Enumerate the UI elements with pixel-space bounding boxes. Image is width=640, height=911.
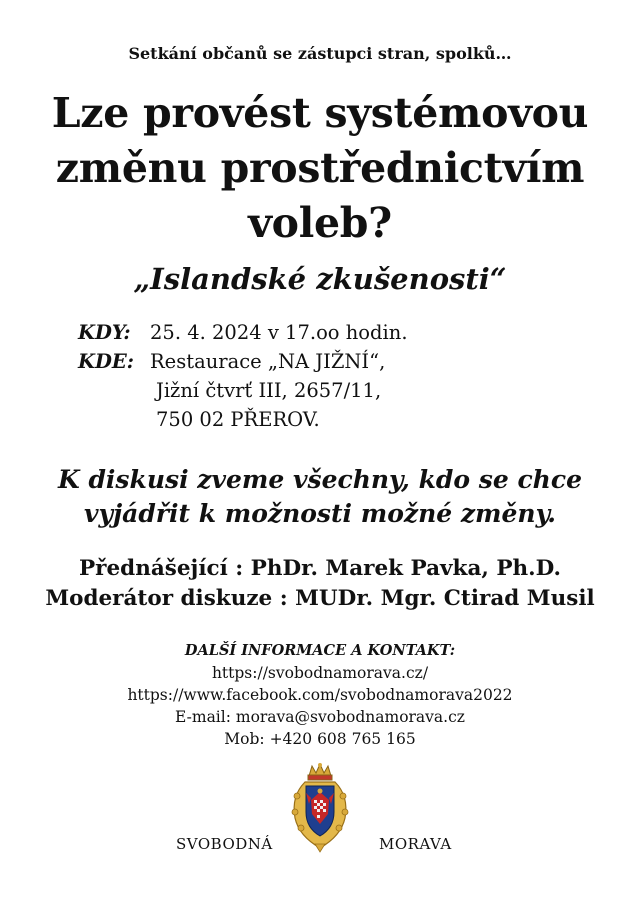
where-city: 750 02 PŘEROV. xyxy=(156,408,320,431)
invitation-line: K diskusi zveme všechny, kdo se chce xyxy=(58,465,582,494)
title-line: Lze provést systémovou xyxy=(51,89,589,137)
speakers xyxy=(0,554,640,614)
where-row xyxy=(78,347,408,376)
invitation xyxy=(0,463,640,531)
where-street: Jižní čtvrť III, 2657/11, xyxy=(156,379,382,402)
title-line: voleb? xyxy=(248,199,392,247)
email-link[interactable]: E-mail: morava@svobodnamorava.cz xyxy=(175,708,465,726)
invitation-line: vyjádřit k možnosti možné změny. xyxy=(84,499,556,528)
phone-number: Mob: +420 608 765 165 xyxy=(224,730,416,748)
when-label: KDY: xyxy=(78,321,131,344)
when-row xyxy=(78,318,408,347)
footer-right-word: MORAVA xyxy=(379,835,452,853)
contact-block xyxy=(0,640,640,750)
website-link[interactable]: https://svobodnamorava.cz/ xyxy=(211,664,429,682)
title-line: změnu prostřednictvím xyxy=(55,144,585,192)
lecturer-line: Přednášející : PhDr. Marek Pavka, Ph.D. xyxy=(78,556,561,581)
moravian-eagle-coat-of-arms-icon xyxy=(285,762,355,854)
facebook-link[interactable]: https://www.facebook.com/svobodnamorava2022 xyxy=(127,686,513,704)
intro-text: Setkání občanů se zástupci stran, spolků… xyxy=(128,44,512,63)
subtitle: „Islandské zkušenosti“ xyxy=(133,262,507,296)
contact-heading: DALŠÍ INFORMACE A KONTAKT: xyxy=(184,642,456,659)
where-venue: Restaurace „NA JIŽNÍ“, xyxy=(150,350,386,373)
event-details xyxy=(78,318,408,434)
footer-left-word: SVOBODNÁ xyxy=(176,835,273,853)
page-title xyxy=(0,86,640,251)
where-label: KDE: xyxy=(78,350,134,373)
when-value: 25. 4. 2024 v 17.oo hodin. xyxy=(150,321,408,344)
moderator-line: Moderátor diskuze : MUDr. Mgr. Ctirad Musil xyxy=(45,586,595,611)
